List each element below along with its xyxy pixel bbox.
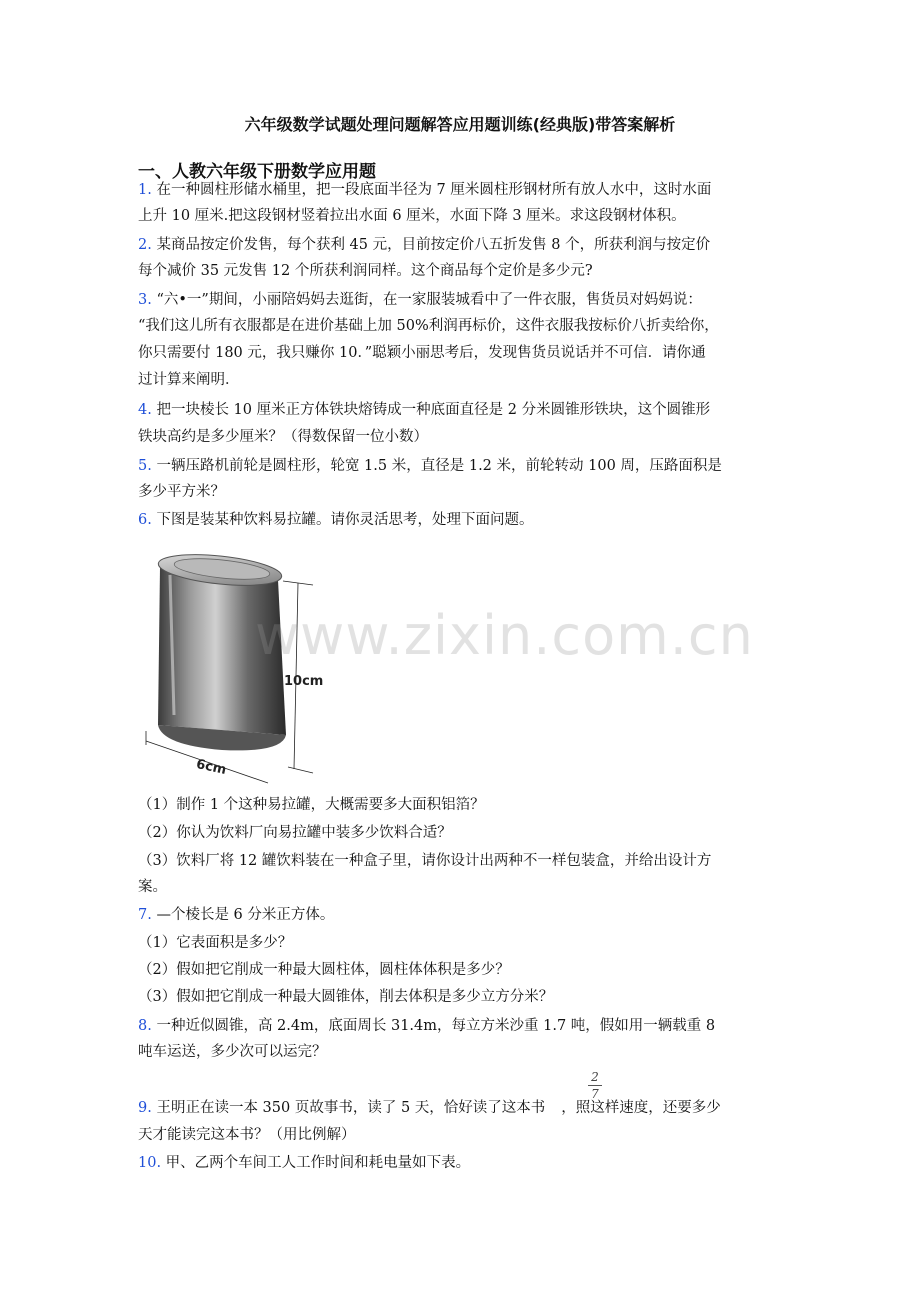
problem-6-sub-2: （2）你认为饮料厂向易拉罐中装多少饮料合适？ bbox=[138, 825, 452, 841]
section-heading: 一、人教六年级下册数学应用题 bbox=[138, 162, 376, 182]
problem-number: 9. bbox=[138, 1100, 152, 1116]
problem-8-line-1: 8. 一种近似圆锥，高 2.4m，底面周长 31.4m，每立方米沙重 1.7 吨，假如用一辆载重 8 bbox=[138, 1018, 716, 1034]
problem-number: 2. bbox=[138, 237, 152, 253]
problem-3-line-4: 过计算来阐明． bbox=[138, 372, 240, 388]
problem-number: 1. bbox=[138, 182, 152, 198]
problem-3-line-2: “我们这儿所有衣服都是在进价基础上加 50%利润再标价，这件衣服我按标价八折卖给你， bbox=[138, 318, 719, 334]
problem-number: 3. bbox=[138, 292, 152, 308]
watermark-text: www.zixin.com.cn bbox=[255, 604, 754, 667]
problem-8-line-2: 吨车运送，多少次可以运完？ bbox=[138, 1044, 327, 1060]
problem-7-line-1: 7. —个棱长是 6 分米正方体。 bbox=[138, 907, 335, 923]
problem-6-line-1: 6. 下图是装某种饮料易拉罐。请你灵活思考，处理下面问题。 bbox=[138, 512, 534, 528]
problem-5-line-2: 多少平方米？ bbox=[138, 484, 225, 500]
problem-2-line-1: 2. 某商品按定价发售，每个获利 45 元，目前按定价八五折发售 8 个，所获利润与按定价 bbox=[138, 237, 711, 253]
problem-2-line-2: 每个减价 35 元发售 12 个所获利润同样。这个商品每个定价是多少元? bbox=[138, 263, 593, 279]
problem-7-sub-2: （2）假如把它削成一种最大圆柱体，圆柱体体积是多少？ bbox=[138, 962, 510, 978]
height-label: 10cm bbox=[284, 674, 324, 689]
problem-6-sub-1: （1）制作 1 个这种易拉罐，大概需要多大面积铝箔？ bbox=[138, 797, 485, 813]
problem-1-line-1: 1. 在一种圆柱形储水桶里，把一段底面半径为 7 厘米圆柱形钢材所有放人水中，这时水面 bbox=[138, 182, 712, 198]
problem-3-line-1: 3. “六•一”期间，小丽陪妈妈去逛街，在一家服装城看中了一件衣服，售货员对妈妈说： bbox=[138, 292, 702, 308]
problem-9-line-1: 9. 王明正在读一本 350 页故事书，读了 5 天，恰好读了这本书 ，照这样速度，还要多少 bbox=[138, 1100, 721, 1116]
width-label: 6cm bbox=[194, 757, 228, 778]
problem-number: 4. bbox=[138, 402, 152, 418]
fraction-two-sevenths: 2 7 bbox=[588, 1070, 602, 1101]
problem-number: 10. bbox=[138, 1155, 162, 1171]
problem-6-sub-3: （3）饮料厂将 12 罐饮料装在一种盒子里，请你设计出两种不一样包装盒，并给出设计方 bbox=[138, 853, 712, 869]
document-title: 六年级数学试题处理问题解答应用题训练(经典版)带答案解析 bbox=[244, 115, 676, 134]
problem-7-sub-3: （3）假如把它削成一种最大圆锥体，削去体积是多少立方分米？ bbox=[138, 989, 554, 1005]
problem-3-line-3: 你只需要付 180 元，我只赚你 10．”聪颖小丽思考后，发现售货员说话并不可信．请你通 bbox=[138, 345, 706, 361]
problem-5-line-1: 5. 一辆压路机前轮是圆柱形，轮宽 1.5 米，直径是 1.2 米，前轮转动 100 周，压路面积是 bbox=[138, 458, 722, 474]
problem-7-sub-1: （1）它表面积是多少？ bbox=[138, 935, 293, 951]
problem-4-line-1: 4. 把一块棱长 10 厘米正方体铁块熔铸成一种底面直径是 2 分米圆锥形铁块，这个圆锥形 bbox=[138, 402, 711, 418]
problem-1-line-2: 上升 10 厘米.把这段钢材竖着拉出水面 6 厘米，水面下降 3 厘米。求这段钢材体积。 bbox=[138, 208, 686, 224]
problem-6-sub-3-cont: 案。 bbox=[138, 879, 167, 895]
problem-number: 5. bbox=[138, 458, 152, 474]
problem-number: 8. bbox=[138, 1018, 152, 1034]
problem-4-line-2: 铁块高约是多少厘米？（得数保留一位小数） bbox=[138, 429, 428, 445]
problem-number: 7. bbox=[138, 907, 152, 923]
problem-10-line-1: 10. 甲、乙两个车间工人工作时间和耗电量如下表。 bbox=[138, 1155, 471, 1171]
problem-9-line-2: 天才能读完这本书？（用比例解） bbox=[138, 1127, 356, 1143]
problem-number: 6. bbox=[138, 512, 152, 528]
